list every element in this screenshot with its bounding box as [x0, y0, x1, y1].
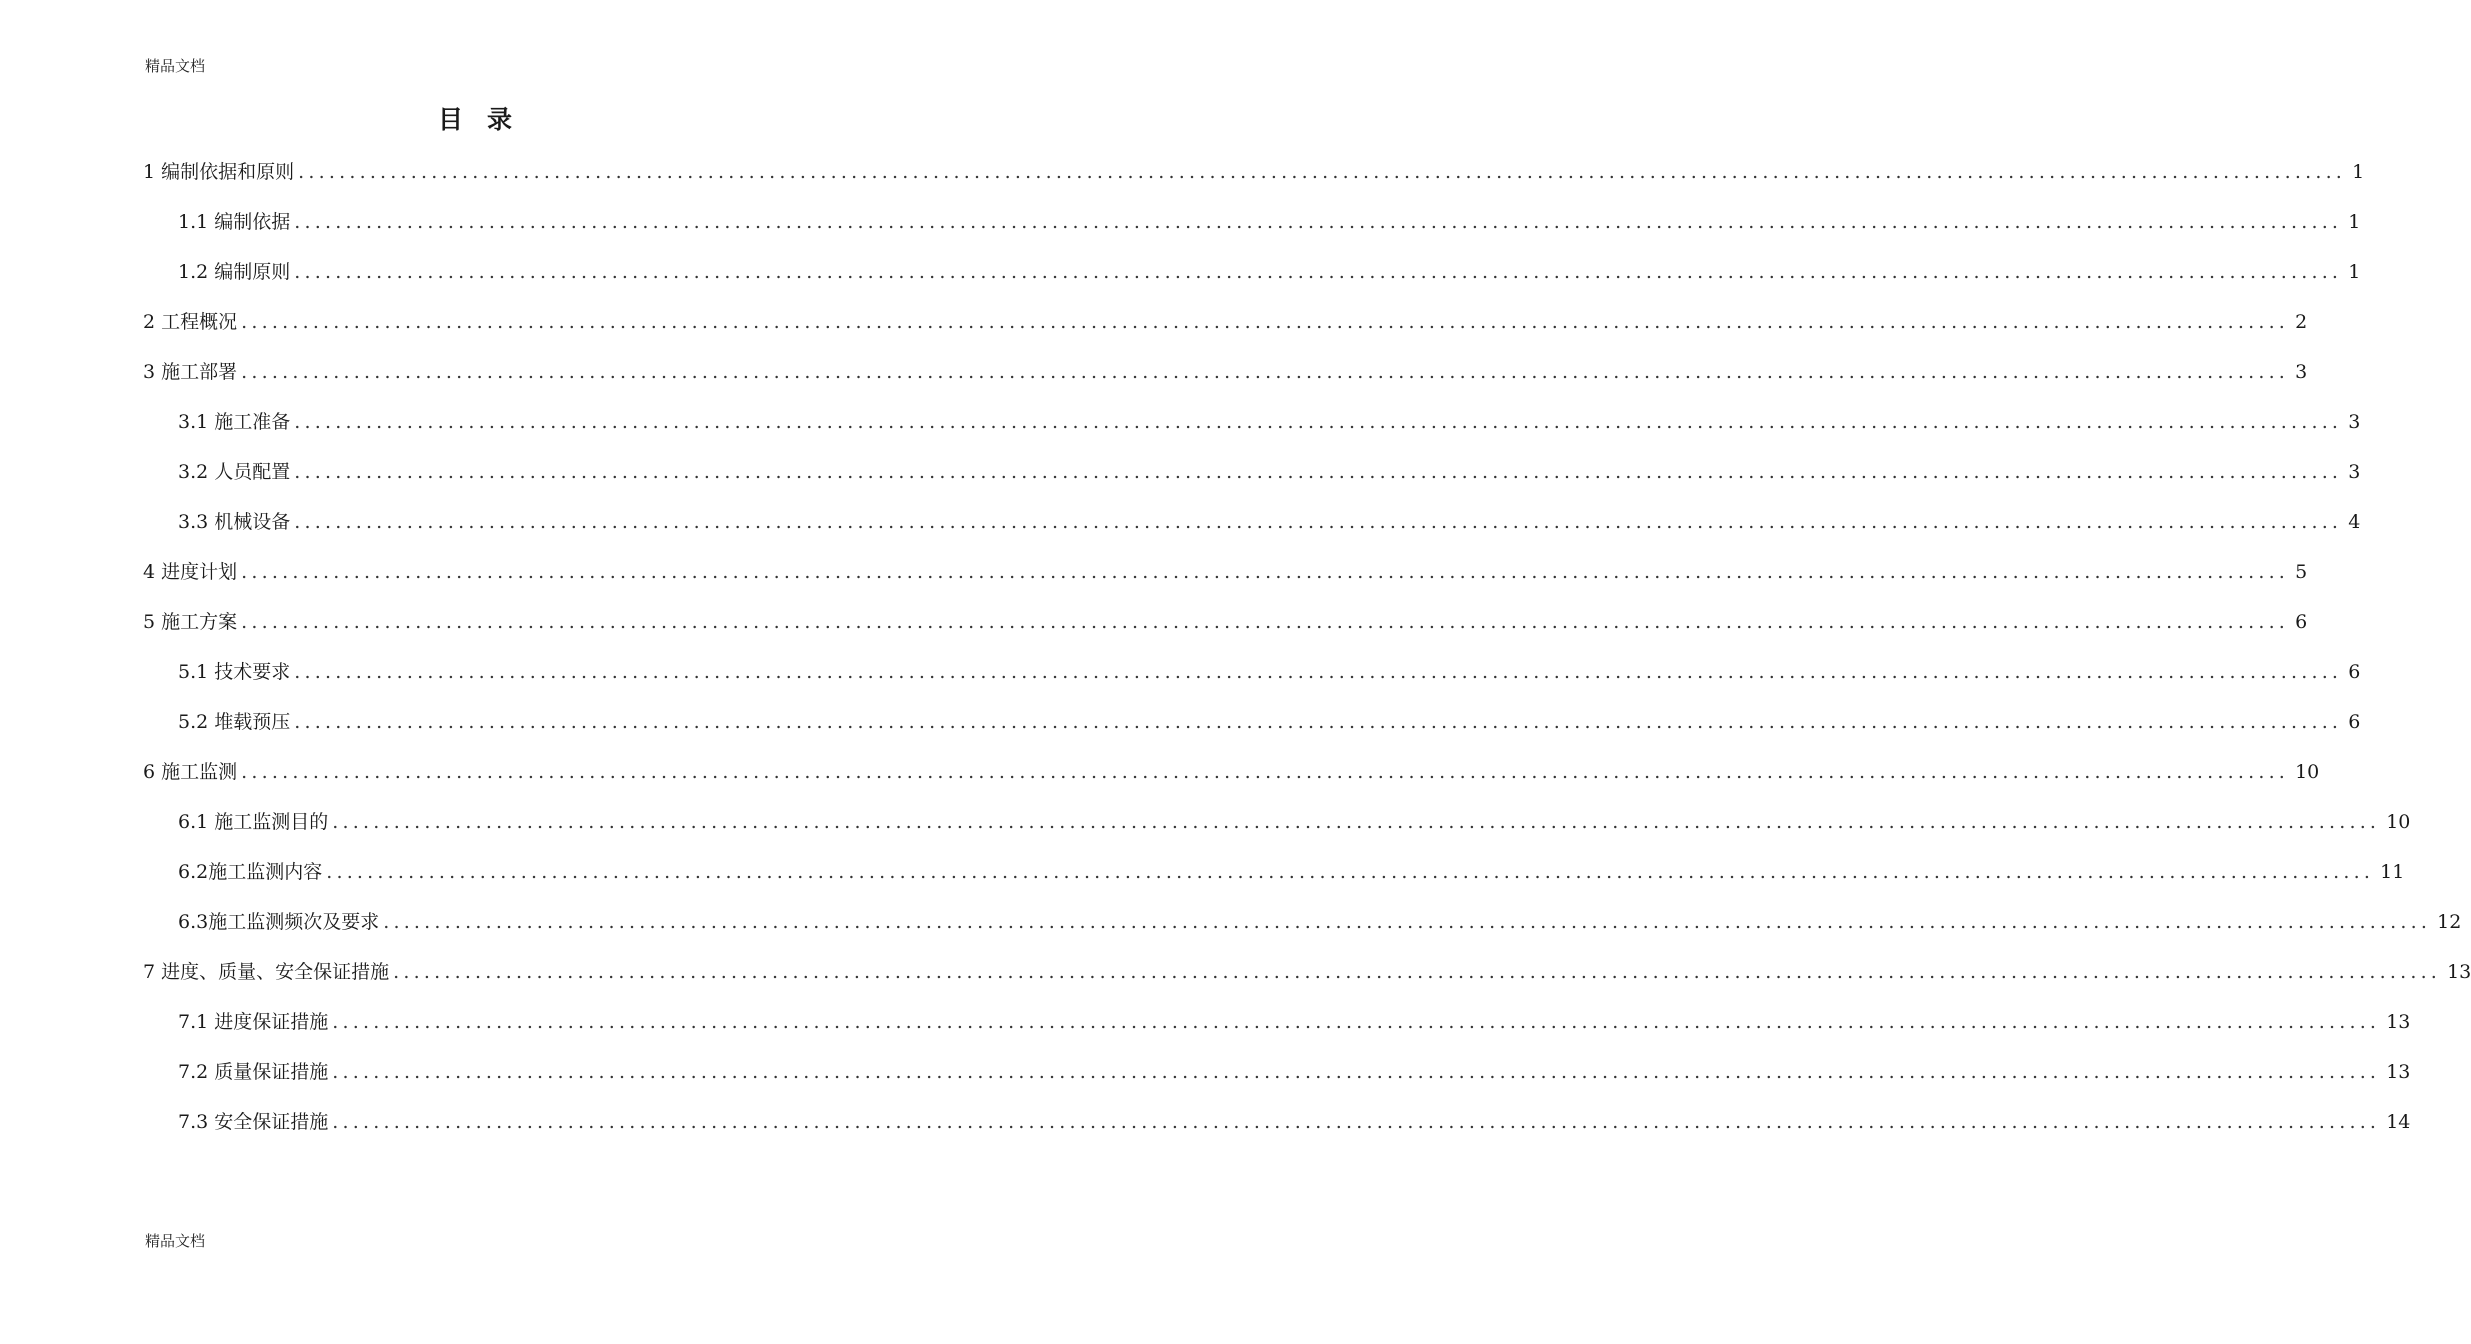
toc-page-number: 2 [2295, 311, 2308, 333]
toc-entry-label: 1.2 编制原则 [178, 261, 291, 283]
toc-entry[interactable] [178, 498, 2361, 546]
toc-leader-dots: ........................................................................................................................................................................................................ [294, 711, 2343, 733]
toc-entry-label: 7 进度、质量、安全保证措施 [143, 961, 390, 983]
toc-entry-label: 5.1 技术要求 [178, 661, 291, 683]
toc-entry-label: 3.1 施工准备 [178, 411, 291, 433]
toc-entry[interactable] [178, 898, 2462, 946]
toc-leader-dots: ........................................................................................................................................................................................................ [393, 961, 2442, 983]
toc-page-number: 5 [2295, 561, 2308, 583]
toc-page-number: 13 [2447, 961, 2471, 983]
toc-page-number: 14 [2386, 1111, 2411, 1133]
toc-entry[interactable] [143, 598, 2308, 646]
toc-entry-label: 2 工程概况 [143, 311, 238, 333]
toc-entry[interactable] [143, 348, 2308, 396]
toc-entry[interactable] [143, 748, 2320, 796]
toc-entry-label: 3.2 人员配置 [178, 461, 291, 483]
toc-page-number: 6 [2348, 711, 2361, 733]
toc-page-number: 1 [2348, 261, 2361, 283]
toc-entry[interactable] [143, 148, 2365, 196]
toc-leader-dots: ........................................................................................................................................................................................................ [298, 161, 2347, 183]
toc-page-number: 1 [2348, 211, 2361, 233]
toc-entry[interactable] [178, 648, 2361, 696]
toc-leader-dots: ........................................................................................................................................................................................................ [241, 361, 2290, 383]
toc-entry[interactable] [178, 1048, 2411, 1096]
toc-entry-label: 3 施工部署 [143, 361, 238, 383]
toc-entry-label: 6.1 施工监测目的 [178, 811, 329, 833]
toc-entry-label: 5.2 堆载预压 [178, 711, 291, 733]
toc-page-number: 3 [2348, 461, 2361, 483]
toc-leader-dots: ........................................................................................................................................................................................................ [241, 311, 2290, 333]
toc-page-number: 1 [2352, 161, 2365, 183]
toc-entry[interactable] [178, 1098, 2411, 1146]
toc-entry-label: 6.2施工监测内容 [178, 861, 323, 883]
toc-entry-label: 3.3 机械设备 [178, 511, 291, 533]
toc-entry-label: 7.3 安全保证措施 [178, 1111, 329, 1133]
toc-leader-dots: ........................................................................................................................................................................................................ [241, 611, 2290, 633]
page-header: 精品文档 [145, 57, 206, 75]
toc-leader-dots: ........................................................................................................................................................................................................ [383, 911, 2432, 933]
toc-title: 目录 [437, 105, 536, 134]
toc-page-number: 4 [2348, 511, 2361, 533]
toc-page-number: 12 [2437, 911, 2462, 933]
toc-entry[interactable] [178, 448, 2361, 496]
toc-leader-dots: ........................................................................................................................................................................................................ [294, 261, 2343, 283]
toc-entry[interactable] [178, 398, 2361, 446]
toc-page-number: 11 [2380, 861, 2405, 883]
toc-page-number: 13 [2386, 1061, 2411, 1083]
toc-leader-dots: ........................................................................................................................................................................................................ [294, 211, 2343, 233]
toc-leader-dots: ........................................................................................................................................................................................................ [241, 561, 2290, 583]
toc-leader-dots: ........................................................................................................................................................................................................ [294, 511, 2343, 533]
toc-page-number: 10 [2295, 761, 2320, 783]
toc-page-number: 13 [2386, 1011, 2411, 1033]
toc-entry[interactable] [143, 948, 2471, 996]
toc-entry-label: 6 施工监测 [143, 761, 238, 783]
toc-page-number: 3 [2295, 361, 2308, 383]
toc-leader-dots: ........................................................................................................................................................................................................ [332, 1061, 2381, 1083]
toc-entry[interactable] [143, 548, 2308, 596]
toc-entry[interactable] [178, 698, 2361, 746]
toc-entry-label: 1.1 编制依据 [178, 211, 291, 233]
toc-entry[interactable] [178, 198, 2361, 246]
toc-leader-dots: ........................................................................................................................................................................................................ [294, 661, 2343, 683]
toc-page-number: 6 [2348, 661, 2361, 683]
toc-entry[interactable] [178, 248, 2361, 296]
toc-entry-label: 5 施工方案 [143, 611, 238, 633]
toc-leader-dots: ........................................................................................................................................................................................................ [332, 1011, 2381, 1033]
page-footer: 精品文档 [145, 1232, 206, 1250]
toc-page-number: 3 [2348, 411, 2361, 433]
toc-entry-label: 4 进度计划 [143, 561, 238, 583]
toc-page-number: 6 [2295, 611, 2308, 633]
toc-leader-dots: ........................................................................................................................................................................................................ [326, 861, 2375, 883]
toc-entry-label: 7.2 质量保证措施 [178, 1061, 329, 1083]
toc-entry[interactable] [178, 998, 2411, 1046]
toc-leader-dots: ........................................................................................................................................................................................................ [332, 1111, 2381, 1133]
toc-entry-label: 1 编制依据和原则 [143, 161, 295, 183]
toc-leader-dots: ........................................................................................................................................................................................................ [241, 761, 2290, 783]
toc-leader-dots: ........................................................................................................................................................................................................ [294, 411, 2343, 433]
toc-leader-dots: ........................................................................................................................................................................................................ [332, 811, 2381, 833]
toc-entry[interactable] [178, 798, 2411, 846]
toc-entry[interactable] [143, 298, 2308, 346]
toc-page-number: 10 [2386, 811, 2411, 833]
toc-entry-label: 7.1 进度保证措施 [178, 1011, 329, 1033]
toc-leader-dots: ........................................................................................................................................................................................................ [294, 461, 2343, 483]
toc-entry-label: 6.3施工监测频次及要求 [178, 911, 380, 933]
toc-entry[interactable] [178, 848, 2405, 896]
